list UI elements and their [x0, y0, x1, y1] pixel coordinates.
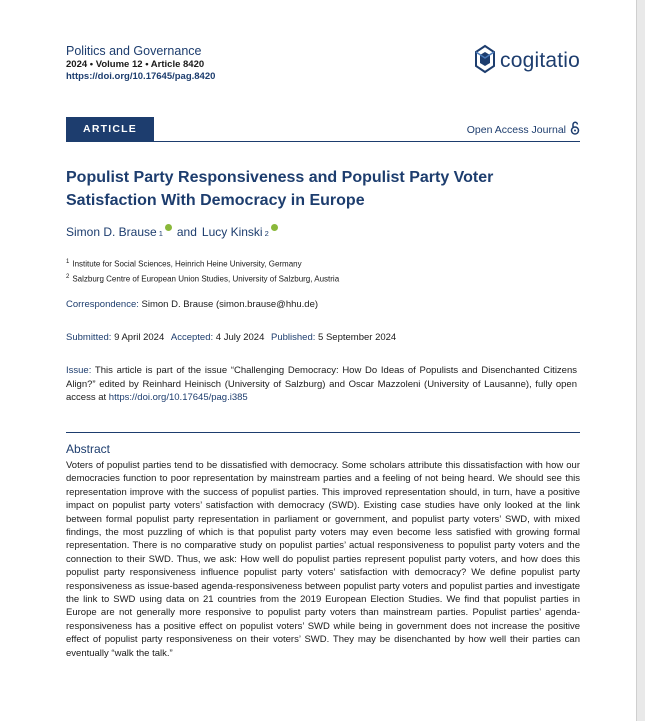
affiliation-number: 1 — [66, 259, 70, 265]
affiliation-marker: 2 — [264, 229, 269, 238]
correspondence — [66, 299, 318, 310]
publisher-logo[interactable] — [474, 44, 580, 78]
issue-text: This article is part of the issue “Challenging Democracy: How Do Ideas of Populists and Disenchanted Citizens Align?” edited by Reinhard Heinisch (University of Salzburg) and Oscar Mazzoleni (University of Lausanne), fully open access at — [66, 365, 577, 403]
journal-header — [66, 44, 326, 83]
published-date: 5 September 2024 — [318, 332, 397, 343]
author-list — [66, 225, 278, 239]
author-connector: and — [176, 225, 197, 239]
orcid-icon[interactable] — [271, 224, 278, 231]
author-name[interactable]: Lucy Kinski — [201, 225, 263, 239]
article-title: Populist Party Responsiveness and Populist Party Voter Satisfaction With Democracy in Europe — [66, 169, 494, 209]
accepted-date: 4 July 2024 — [215, 332, 265, 343]
affiliation-number: 2 — [66, 273, 70, 280]
publisher-logo-text: cogitatio — [500, 49, 581, 72]
article-type-tag: ARTICLE — [66, 117, 154, 141]
correspondence-label: Correspondence: — [66, 299, 139, 310]
article-band — [66, 117, 580, 142]
open-access-text: Open Access Journal — [466, 123, 566, 136]
submitted-date: 9 April 2024 — [114, 332, 165, 343]
abstract-heading: Abstract — [66, 442, 111, 456]
issue-doi-link[interactable]: https://doi.org/10.17645/pag.i385 — [108, 392, 248, 403]
affiliation-text: Institute for Social Sciences, Heinrich Heine University, Germany — [72, 259, 302, 269]
cogitatio-logo-icon — [474, 44, 496, 79]
issue-label: Issue: — [66, 365, 92, 376]
open-access-icon — [570, 121, 580, 138]
affiliation-item — [66, 271, 339, 286]
journal-meta: 2024 • Volume 12 • Article 8420 — [66, 59, 205, 70]
affiliations — [66, 256, 339, 285]
abstract-divider — [66, 432, 580, 433]
correspondence-text[interactable]: Simon D. Brause (simon.brause@hhu.de) — [141, 299, 319, 310]
affiliation-item — [66, 256, 339, 271]
author-name[interactable]: Simon D. Brause — [66, 225, 157, 239]
published-label: Published: — [271, 332, 316, 343]
publication-dates — [66, 332, 396, 343]
affiliation-text: Salzburg Centre of European Union Studies, University of Salzburg, Austria — [72, 274, 340, 284]
submitted-label: Submitted: — [66, 332, 112, 343]
affiliation-marker: 1 — [158, 229, 163, 238]
article-doi-link[interactable]: https://doi.org/10.17645/pag.8420 — [66, 71, 216, 82]
accepted-label: Accepted: — [170, 332, 214, 343]
page-edge — [636, 0, 645, 721]
journal-name[interactable]: Politics and Governance — [66, 44, 202, 58]
abstract-body: Voters of populist parties tend to be dissatisfied with democracy. Some scholars attribute this dissatisfaction with how our democracies function to poor representation by mainstream parties and a feeling of not being heard. We should see this representation improve with the success of populist parties. This improved representation should, in turn, have a positive impact on populist party voters’ satisfaction with democracy (SWD). Existing case studies have only looked at the link between formal populist party representation in parliament or government, and populist party voters’ SWD, with mixed findings, the most puzzling of which is that populist party voters may even become less satisfied with growing formal representation. There is no comparative study on populist parties’ actual responsiveness to populist party voters and the connection to their SWD. Thus, we ask: How well do populist parties represent populist party voters, and how does this populist party responsiveness influence populist party voters’ satisfaction with democracy? We define populist party responsiveness as issue-based agenda-responsiveness between populist party voters and populist parties and investigate the link to SWD using data on 21 countries from the 2019 European Election Studies. We find that populist parties in Europe are not generally more responsive to populist party voters than mainstream parties. Populist parties’ agenda-responsiveness has a positive effect on populist voters’ SWD while being in government does not increase the positive effect of populist party responsiveness on their voters’ SWD. They may be disenchanted by how well their parties can eventually “walk the talk.” — [66, 460, 580, 659]
issue-note — [66, 364, 577, 405]
open-access-label[interactable] — [467, 121, 580, 138]
orcid-icon[interactable] — [165, 224, 172, 231]
